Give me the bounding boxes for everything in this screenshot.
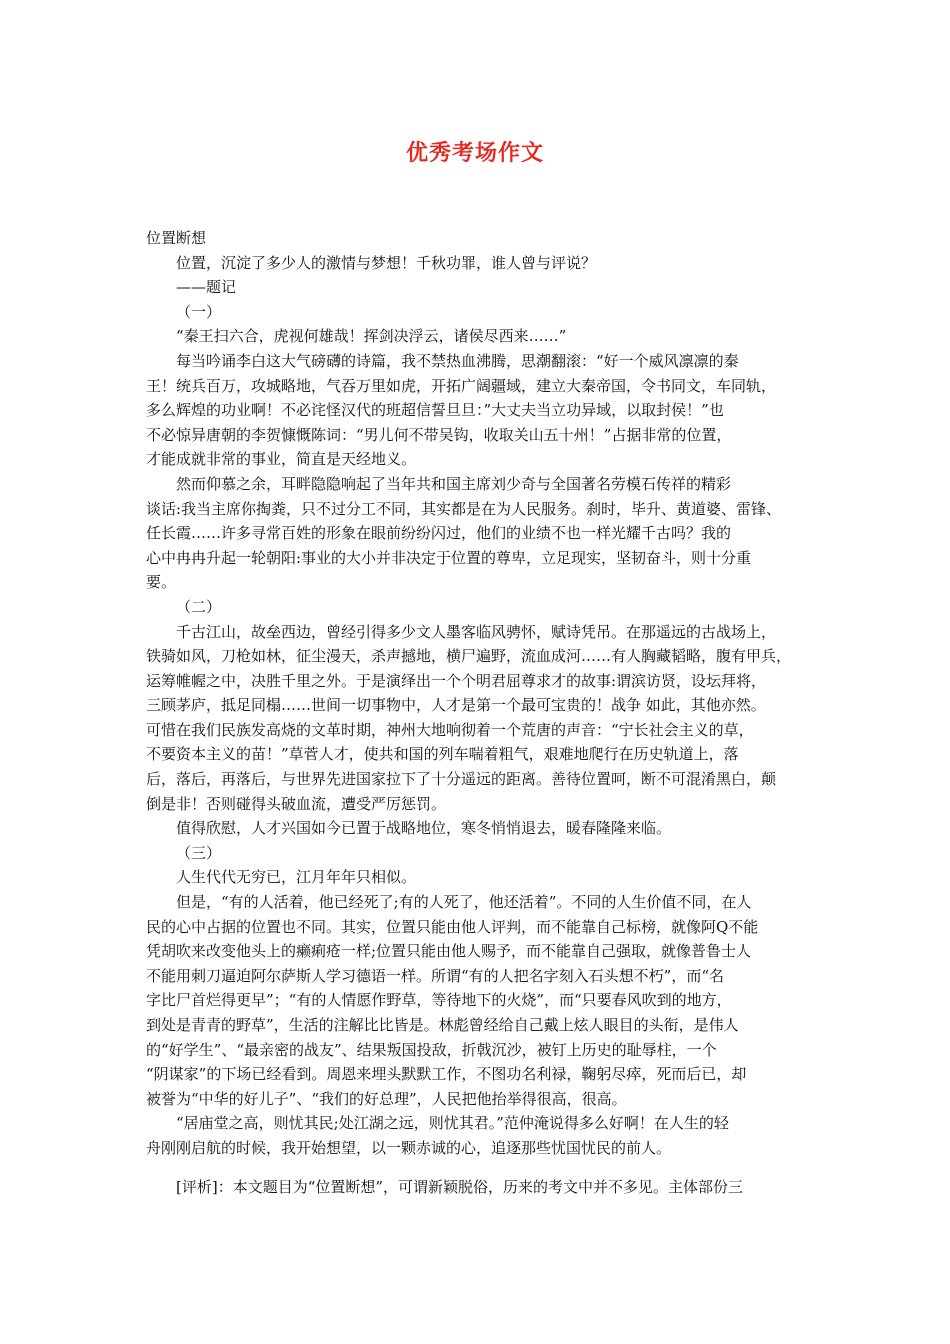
text-line: （一） (176, 302, 222, 321)
text-line: 任长霞……许多寻常百姓的形象在眼前纷纷闪过，他们的业绩不也一样光耀千古吗？我的 (146, 524, 732, 543)
text-line: 不能用刺刀逼迫阿尔萨斯人学习德语一样。所谓“有的人把名字刻入石头想不朽”，而“名 (146, 966, 725, 985)
text-line: 千古江山，故垒西边，曾经引得多少文人墨客临风骋怀，赋诗凭吊。在那遥远的古战场上， (176, 622, 777, 641)
text-line: 运筹帷幄之中，决胜千里之外。于是演绎出一个个明君屈尊求才的故事:谓滨访贤，设坛拜将， (146, 671, 767, 690)
text-line: 舟刚刚启航的时候，我开始想望，以一颗赤诚的心，追逐那些忧国忧民的前人。 (146, 1138, 672, 1157)
text-line: 位置，沉淀了多少人的激情与梦想！千秋功罪，谁人曾与评说？ (176, 253, 597, 272)
text-line: 字比尸首烂得更早”；“有的人情愿作野草，等待地下的火烧”，而“只要春风吹到的地方， (146, 991, 732, 1010)
text-line: 然而仰慕之余，耳畔隐隐响起了当年共和国主席刘少奇与全国著名劳模石传祥的精彩 (176, 474, 732, 493)
text-line: 值得欣慰，人才兴国如今已置于战略地位，寒冬悄悄退去，暖春隆隆来临。 (176, 819, 672, 838)
text-line: 凭胡吹来改变他头上的癞痢疮一样;位置只能由他人赐予，而不能靠自己强取，就像普鲁士人 (146, 942, 752, 961)
text-line: （二） (176, 597, 222, 616)
text-line: 每当吟诵李白这大气磅礴的诗篇，我不禁热血沸腾，思潮翻滚：“好一个威风凛凛的秦 (176, 351, 739, 370)
text-line: 但是，“有的人活着，他已经死了;有的人死了，他还活着”。不同的人生价值不同，在人 (176, 893, 752, 912)
text-line: 可惜在我们民族发高烧的文革时期，神州大地响彻着一个荒唐的声音：“宁长社会主义的草， (146, 720, 754, 739)
text-line: 不必惊异唐朝的李贺慷慨陈词：“男儿何不带吴钩，收取关山五十州！”占据非常的位置， (146, 425, 732, 444)
text-line: 民的心中占据的位置也不同。其实，位置只能由他人评判，而不能靠自己标榜，就像阿Q不能 (146, 917, 759, 936)
essay-body (146, 226, 808, 1199)
text-line: 王！统兵百万，攻城略地，气吞万里如虎，开拓广阔疆域，建立大秦帝国，令书同文，车同轨， (146, 376, 777, 395)
text-line: 被誉为“中华的好儿子”、“我们的好总理”，人民把他抬举得很高，很高。 (146, 1089, 627, 1108)
text-line: 到处是青青的野草”，生活的注解比比皆是。林彪曾经给自己戴上炫人眼目的头衔，是伟人 (146, 1016, 739, 1034)
text-line: 三顾茅庐，抵足同榻……世间一切事物中，人才是第一个最可宝贵的！战争 如此，其他亦然。 (146, 696, 766, 715)
text-line: 谈话:我当主席你掏粪，只不过分工不同，其实都是在为人民服务。刹时，毕升、黄道婆、雷锋、 (146, 499, 782, 518)
text-line: 多么辉煌的功业啊！不必诧怪汉代的班超信誓旦旦：”大丈夫当立功异域，以取封侯！”也 (146, 401, 724, 420)
text-line: （三） (176, 843, 222, 862)
comment-line: [评析]：本文题目为“位置断想”，可谓新颖脱俗，历来的考文中并不多见。主体部份三 (176, 1177, 744, 1196)
text-line: 要。 (146, 573, 177, 592)
text-line: “秦王扫六合，虎视何雄哉！挥剑决浮云，诸侯尽西来……” (176, 327, 567, 346)
text-line: 心中冉冉升起一轮朝阳:事业的大小并非决定于位置的尊卑，立足现实，坚韧奋斗，则十分重 (146, 548, 752, 567)
spacer (146, 1161, 808, 1175)
text-line: “阴谋家”的下场已经看到。周恩来埋头默默工作，不图功名利禄，鞠躬尽瘁，死而后已，却 (146, 1065, 747, 1084)
text-line: 才能成就非常的事业，简直是天经地义。 (146, 450, 417, 469)
text-line: 位置断想 (146, 229, 207, 247)
text-line: 不要资本主义的苗！”草菅人才，使共和国的列车喘着粗气，艰难地爬行在历史轨道上，落 (146, 745, 739, 764)
text-line: 后，落后，再落后，与世界先进国家拉下了十分遥远的距离。善待位置呵，断不可混淆黑白，颠 (146, 770, 777, 789)
text-line: 倒是非！否则碰得头破血流，遭受严厉惩罚。 (146, 794, 447, 813)
text-line: 的“好学生”、“最亲密的战友”、结果叛国投敌，折戟沉沙，被钉上历史的耻辱柱，一个 (146, 1040, 717, 1059)
text-line: 人生代代无穷已，江月年年只相似。 (176, 868, 417, 887)
page-title: 优秀考场作文 (405, 141, 544, 166)
text-line: “居庙堂之高，则忧其民;处江湖之远，则忧其君。”范仲淹说得多么好啊！在人生的轻 (176, 1114, 729, 1133)
text-line: 铁骑如风，刀枪如林，征尘漫天，杀声撼地，横尸遍野，流血成河……有人胸藏韬略，腹有甲兵， (146, 647, 792, 666)
text-line: ——题记 (176, 278, 237, 297)
